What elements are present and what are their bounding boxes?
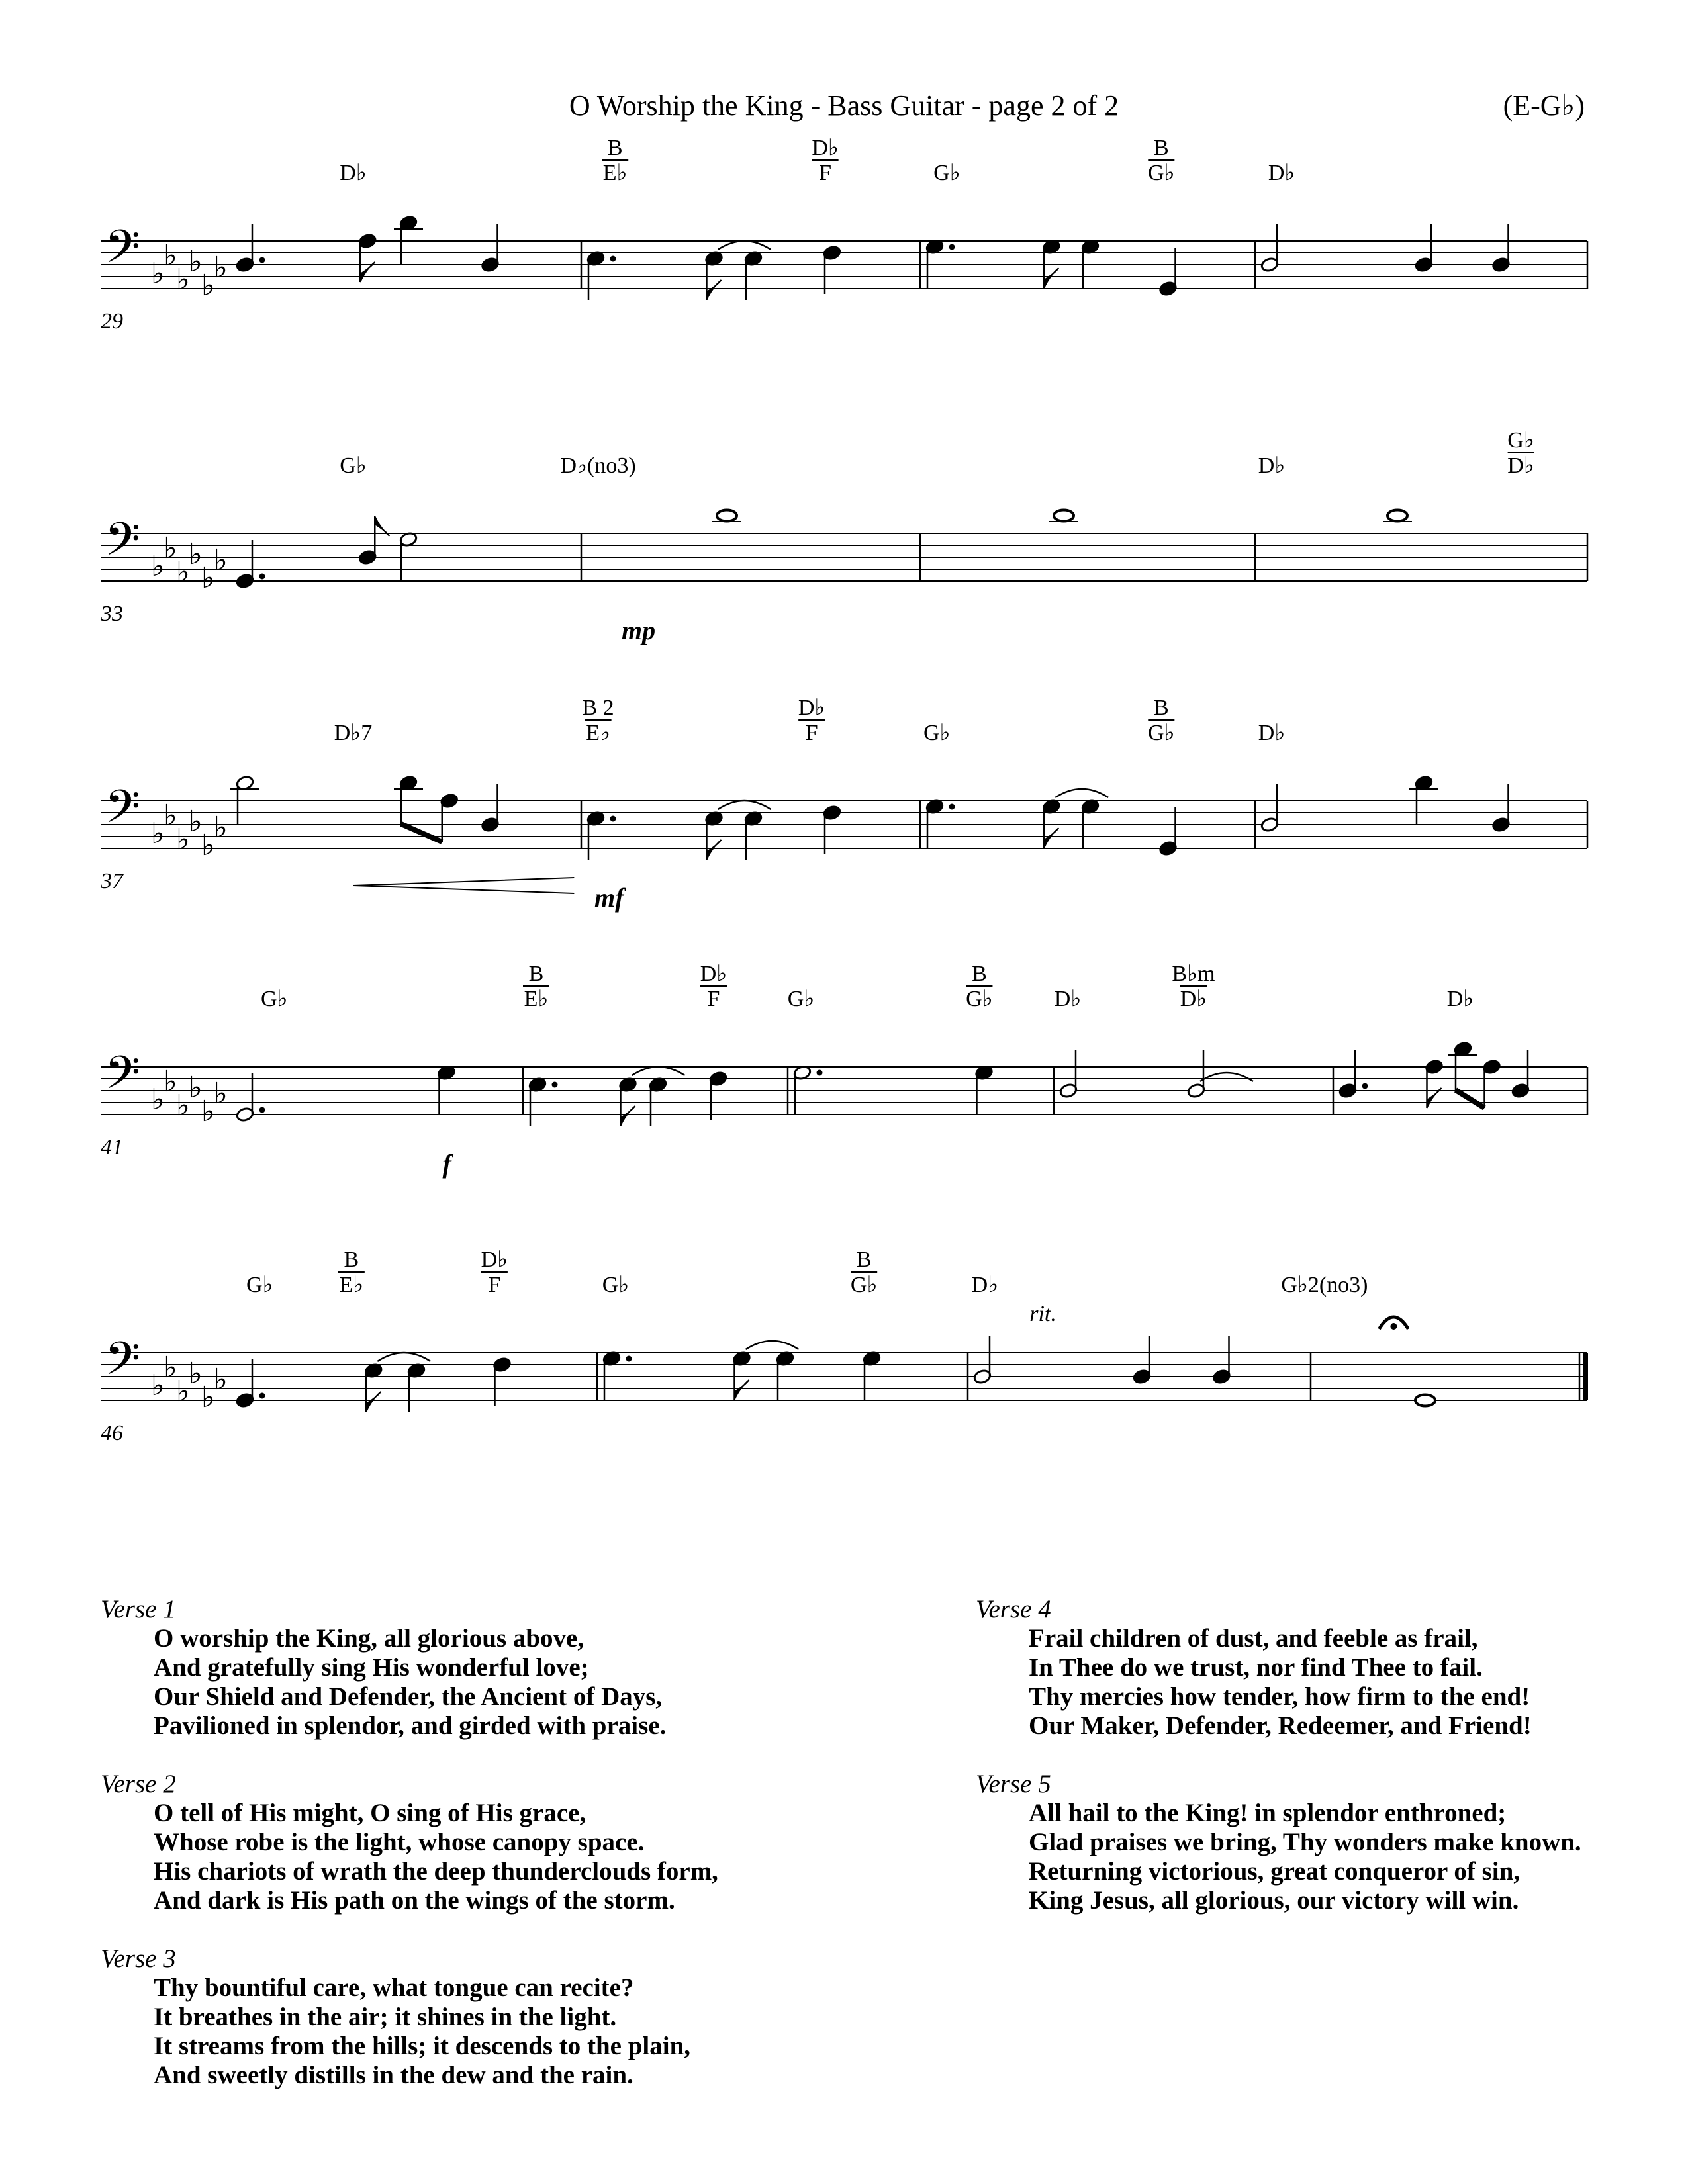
chord-name: G♭ xyxy=(933,161,961,185)
note xyxy=(1158,248,1177,296)
note xyxy=(481,224,499,273)
note xyxy=(528,1077,558,1126)
tie xyxy=(746,1341,799,1349)
note xyxy=(492,1357,511,1406)
chord-root: B xyxy=(344,1248,359,1272)
key-signature-flat: ♭ xyxy=(164,799,177,832)
note xyxy=(649,1077,667,1126)
note xyxy=(1415,1395,1435,1406)
flag xyxy=(1044,268,1058,288)
chord-name: D♭7 xyxy=(334,721,373,745)
dynamic-marking: mf xyxy=(594,883,624,913)
chord-symbol xyxy=(583,696,614,745)
chord-symbol xyxy=(851,1248,878,1297)
note xyxy=(437,1065,455,1114)
key-signature-flat: ♭ xyxy=(151,817,165,850)
chord-symbol xyxy=(1507,428,1534,478)
note xyxy=(618,1067,684,1126)
verse-label: Verse 2 xyxy=(101,1770,176,1798)
tie xyxy=(718,801,771,809)
chord-bass: F xyxy=(819,161,832,185)
chord-name: G♭ xyxy=(261,987,288,1011)
note xyxy=(1042,239,1060,288)
chord-name: G♭ xyxy=(787,987,815,1011)
chord-name: D♭ xyxy=(1446,987,1474,1011)
chord-symbol xyxy=(933,161,961,185)
chord-symbol xyxy=(1447,987,1474,1011)
chord-symbol xyxy=(602,136,628,185)
chord-bass: E♭ xyxy=(524,987,549,1011)
chord-name: G♭2(no3) xyxy=(1281,1273,1368,1297)
augmentation-dot xyxy=(626,1356,632,1362)
bass-clef-icon: 𝄢 xyxy=(105,782,141,844)
tie xyxy=(1200,1073,1253,1081)
chord-symbol xyxy=(334,721,373,745)
chord-symbol xyxy=(812,136,839,185)
verse-line: Our Shield and Defender, the Ancient of Days, xyxy=(154,1682,663,1711)
note xyxy=(1042,789,1108,848)
chord-bass: F xyxy=(707,987,720,1011)
chord-symbol xyxy=(1258,721,1286,745)
chord-name: D♭ xyxy=(1268,161,1295,185)
fermata-dot xyxy=(1390,1323,1397,1330)
chord-root: D♭ xyxy=(798,696,825,720)
notehead xyxy=(717,510,737,522)
chord-name: D♭ xyxy=(1258,453,1286,478)
augmentation-dot xyxy=(259,257,265,263)
dynamic-marking: f xyxy=(442,1149,451,1179)
chord-bass: G♭ xyxy=(850,1273,878,1297)
chord-name: G♭ xyxy=(602,1273,630,1297)
note xyxy=(744,251,763,300)
fermata-icon xyxy=(1379,1317,1408,1330)
chord-symbol xyxy=(1258,453,1286,478)
verses-right-column xyxy=(976,1595,1581,1944)
chord-bass: G♭ xyxy=(1148,721,1175,745)
key-signature-flat: ♭ xyxy=(151,550,165,582)
verse-line: Our Maker, Defender, Redeemer, and Friend! xyxy=(1029,1711,1532,1740)
note xyxy=(1511,1050,1530,1099)
chord-symbol xyxy=(246,1273,273,1297)
notehead xyxy=(1054,510,1074,522)
key-signature-flat: ♭ xyxy=(164,1066,177,1098)
verse-2 xyxy=(101,1770,718,1915)
note xyxy=(586,251,616,300)
key-signature-flat: ♭ xyxy=(201,1095,215,1128)
key-signature-flat: ♭ xyxy=(189,1357,203,1390)
augmentation-dot xyxy=(259,574,265,580)
tie xyxy=(632,1067,685,1075)
measure-number: 37 xyxy=(101,869,123,893)
note xyxy=(364,1353,430,1412)
note xyxy=(358,233,377,282)
note xyxy=(709,1071,727,1120)
crescendo-hairpin xyxy=(353,878,575,893)
chord-root: B xyxy=(528,962,544,986)
note xyxy=(440,793,459,842)
key-signature-flat: ♭ xyxy=(176,823,190,856)
note xyxy=(230,775,259,824)
key-signature-flat: ♭ xyxy=(201,829,215,862)
note xyxy=(973,1336,992,1385)
verse-line: Glad praises we bring, Thy wonders make known. xyxy=(1029,1828,1581,1856)
note xyxy=(1491,224,1510,273)
note xyxy=(925,239,955,288)
note xyxy=(1081,239,1100,288)
note xyxy=(704,241,771,300)
key-signature-flat: ♭ xyxy=(176,556,190,588)
verse-3 xyxy=(101,1944,718,2090)
note xyxy=(793,1065,823,1114)
verse-5 xyxy=(976,1770,1581,1915)
staff-system xyxy=(101,1248,1588,1445)
bass-clef-icon: 𝄢 xyxy=(105,1048,141,1110)
chord-name: D♭(no3) xyxy=(560,453,636,478)
key-signature-flat: ♭ xyxy=(189,1071,203,1104)
note xyxy=(1409,775,1438,824)
key-signature-flat: ♭ xyxy=(214,544,228,576)
note xyxy=(744,811,763,860)
key-signature-flat: ♭ xyxy=(189,246,203,278)
augmentation-dot xyxy=(259,1393,265,1399)
chord-root: B xyxy=(972,962,987,986)
chord-symbol xyxy=(340,161,367,185)
key-signature-flat: ♭ xyxy=(214,1077,228,1110)
note xyxy=(399,531,418,580)
key-signature-flat: ♭ xyxy=(151,1369,165,1402)
chord-symbol xyxy=(1055,987,1082,1011)
note xyxy=(863,1351,881,1400)
flag xyxy=(707,280,722,300)
verse-line: In Thee do we trust, nor find Thee to fail. xyxy=(1029,1653,1483,1682)
chord-bass: E♭ xyxy=(339,1273,364,1297)
note xyxy=(407,1363,426,1412)
chord-name: D♭ xyxy=(1054,987,1082,1011)
key-signature-flat: ♭ xyxy=(164,240,177,272)
chord-symbol xyxy=(523,962,549,1011)
verse-line: It breathes in the air; it shines in the light. xyxy=(154,2003,617,2031)
key-signature-flat: ♭ xyxy=(214,1363,228,1396)
chord-root: D♭ xyxy=(700,962,727,986)
beam xyxy=(1456,1090,1485,1108)
verse-line: And dark is His path on the wings of the storm. xyxy=(154,1886,675,1915)
chord-bass: E♭ xyxy=(602,161,628,185)
note xyxy=(1482,1059,1501,1108)
verse-label: Verse 1 xyxy=(101,1595,176,1623)
verse-label: Verse 4 xyxy=(976,1595,1051,1623)
notehead xyxy=(1387,510,1407,522)
notehead xyxy=(1415,1395,1435,1406)
chord-bass: D♭ xyxy=(1507,453,1534,478)
chord-name: D♭ xyxy=(1258,721,1286,745)
verse-4 xyxy=(976,1595,1581,1741)
chord-symbol xyxy=(340,453,367,478)
chord-root: D♭ xyxy=(812,136,839,160)
chord-bass: D♭ xyxy=(1180,987,1207,1011)
augmentation-dot xyxy=(610,256,616,262)
measure-number: 46 xyxy=(101,1421,123,1445)
verse-line: And gratefully sing His wonderful love; xyxy=(154,1653,589,1682)
augmentation-dot xyxy=(552,1082,558,1088)
key-signature-flat: ♭ xyxy=(189,538,203,570)
verse-line: Whose robe is the light, whose canopy space. xyxy=(154,1828,645,1856)
chord-name: G♭ xyxy=(923,721,951,745)
note xyxy=(712,510,741,522)
note xyxy=(1133,1336,1151,1385)
note xyxy=(394,775,423,824)
chord-bass: G♭ xyxy=(1148,161,1175,185)
staff-system xyxy=(100,696,1587,913)
staff-system xyxy=(101,962,1587,1179)
tie xyxy=(377,1353,430,1361)
chord-symbol xyxy=(338,1248,365,1297)
note xyxy=(481,784,499,833)
page-title: O Worship the King - Bass Guitar - page 2 of 2 xyxy=(569,89,1119,122)
bass-clef-icon: 𝄢 xyxy=(105,515,141,576)
verse-line: O tell of His might, O sing of His grace, xyxy=(154,1799,586,1827)
chord-name: D♭ xyxy=(340,161,367,185)
chord-root: B xyxy=(1153,696,1169,720)
note xyxy=(1260,784,1279,833)
note xyxy=(1081,799,1100,848)
note xyxy=(1260,224,1279,273)
measure-number: 33 xyxy=(101,602,123,626)
note xyxy=(974,1065,993,1114)
chord-root: D♭ xyxy=(481,1248,508,1272)
chord-symbol xyxy=(923,721,951,745)
chord-symbol xyxy=(261,987,288,1011)
note xyxy=(602,1351,632,1400)
key-signature-flat: ♭ xyxy=(214,811,228,844)
chord-symbol xyxy=(966,962,993,1011)
chord-bass: F xyxy=(488,1273,501,1297)
key-signature-flat: ♭ xyxy=(214,251,228,284)
verse-label: Verse 5 xyxy=(976,1770,1051,1798)
tempo-text: rit. xyxy=(1029,1302,1056,1326)
chord-symbol xyxy=(788,987,815,1011)
flag xyxy=(707,840,722,860)
tie xyxy=(718,241,771,250)
bass-clef-icon: 𝄢 xyxy=(105,1334,141,1396)
measure-number: 41 xyxy=(101,1135,123,1160)
key-signature-flat: ♭ xyxy=(189,805,203,838)
chord-name: D♭ xyxy=(971,1273,999,1297)
chord-name: G♭ xyxy=(340,453,367,478)
key-signature-flat: ♭ xyxy=(151,257,165,290)
key-signature-flat: ♭ xyxy=(164,532,177,565)
measure-number: 29 xyxy=(101,309,123,334)
augmentation-dot xyxy=(259,1107,265,1113)
staff-system xyxy=(100,428,1587,645)
key-signature-flat: ♭ xyxy=(201,1381,215,1414)
note xyxy=(1491,784,1510,833)
tie xyxy=(1055,789,1108,797)
note xyxy=(823,805,841,854)
chord-symbol xyxy=(1268,161,1295,185)
verse-line: Returning victorious, great conqueror of sin, xyxy=(1029,1857,1521,1886)
chord-symbol xyxy=(972,1273,999,1297)
chord-symbol xyxy=(560,453,635,478)
key-signature-flat: ♭ xyxy=(201,562,215,594)
verses-left-column xyxy=(101,1595,718,2119)
verse-label: Verse 3 xyxy=(101,1944,176,1973)
chord-symbol xyxy=(798,696,825,745)
key-signature-flat: ♭ xyxy=(151,1083,165,1116)
key-signature-flat: ♭ xyxy=(164,1351,177,1384)
note xyxy=(394,215,423,264)
key-signature-flat: ♭ xyxy=(176,263,190,296)
augmentation-dot xyxy=(949,244,955,250)
note xyxy=(823,245,841,294)
chord-root: B♭m xyxy=(1172,962,1215,986)
flag xyxy=(621,1106,635,1126)
note xyxy=(1212,1336,1231,1385)
key-signature-flat: ♭ xyxy=(176,1375,190,1408)
verse-line: His chariots of wrath the deep thunderclouds form, xyxy=(154,1857,718,1886)
note xyxy=(1158,807,1177,856)
chord-root: B xyxy=(856,1248,872,1272)
key-signature-flat: ♭ xyxy=(201,269,215,302)
augmentation-dot xyxy=(1362,1083,1368,1089)
flag xyxy=(366,1392,381,1412)
chord-symbol xyxy=(700,962,727,1011)
note xyxy=(586,811,616,860)
verse-line: Thy bountiful care, what tongue can recite? xyxy=(154,1974,634,2002)
dynamic-marking: mp xyxy=(621,615,656,645)
final-barline-thick xyxy=(1583,1353,1588,1400)
verse-line: King Jesus, all glorious, our victory will win. xyxy=(1029,1886,1519,1915)
chord-symbol xyxy=(1148,136,1175,185)
flag xyxy=(735,1380,749,1400)
chord-bass: F xyxy=(805,721,818,745)
chord-root: B 2 xyxy=(582,696,614,720)
note xyxy=(925,799,955,848)
chord-root: G♭ xyxy=(1507,428,1534,453)
bass-clef-icon: 𝄢 xyxy=(105,222,141,284)
verse-line: O worship the King, all glorious above, xyxy=(154,1624,585,1653)
key-range: (E-G♭) xyxy=(1503,89,1585,122)
verse-1 xyxy=(101,1595,718,1741)
chord-symbol xyxy=(1148,696,1175,745)
note xyxy=(1059,1050,1078,1099)
note xyxy=(776,1351,794,1400)
verse-line: Pavilioned in splendor, and girded with praise. xyxy=(154,1711,667,1740)
key-signature-flat: ♭ xyxy=(176,1089,190,1122)
chord-symbol xyxy=(481,1248,508,1297)
chord-symbol xyxy=(602,1273,630,1297)
beam xyxy=(401,824,442,842)
note xyxy=(732,1341,798,1400)
augmentation-dot xyxy=(610,816,616,822)
verse-line: And sweetly distills in the dew and the rain. xyxy=(154,2061,633,2089)
chord-root: B xyxy=(607,136,623,160)
verse-line: Frail children of dust, and feeble as frail, xyxy=(1029,1624,1478,1653)
note xyxy=(1425,1059,1443,1108)
flag xyxy=(1044,828,1058,848)
chord-symbol xyxy=(1281,1273,1368,1297)
augmentation-dot xyxy=(817,1070,823,1076)
note xyxy=(1448,1041,1477,1090)
verse-line: It streams from the hills; it descends to the plain, xyxy=(154,2032,691,2060)
staff-system xyxy=(101,136,1587,334)
augmentation-dot xyxy=(949,804,955,810)
chord-bass: G♭ xyxy=(966,987,993,1011)
verse-line: All hail to the King! in splendor enthroned; xyxy=(1029,1799,1507,1827)
chord-symbol xyxy=(1172,962,1215,1011)
note xyxy=(1415,224,1433,273)
chord-bass: E♭ xyxy=(586,721,611,745)
chord-root: B xyxy=(1153,136,1169,160)
verse-line: Thy mercies how tender, how firm to the end! xyxy=(1029,1682,1530,1711)
note xyxy=(704,801,771,860)
chord-name: G♭ xyxy=(246,1273,273,1297)
note xyxy=(1049,510,1078,522)
note xyxy=(1383,510,1412,522)
